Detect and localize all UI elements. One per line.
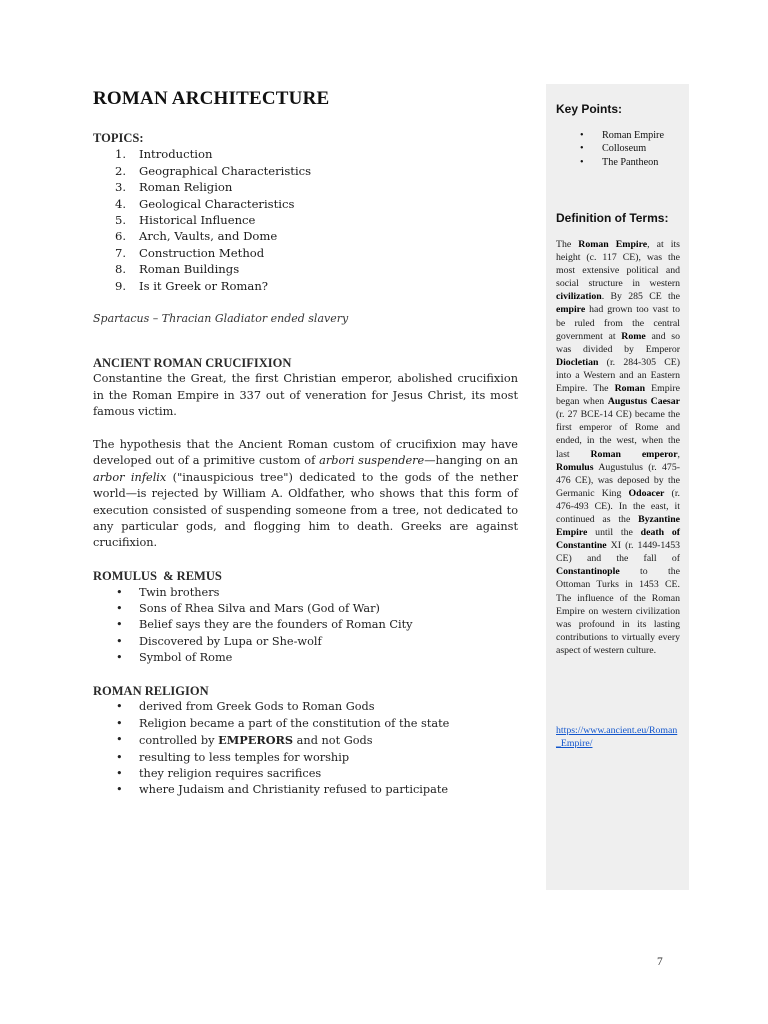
sidebar-panel <box>546 84 689 890</box>
main-content <box>93 88 518 799</box>
topic-item: 9. Is it Greek or Roman? <box>115 278 269 293</box>
list-item: • Symbol of Rome <box>116 650 518 666</box>
topic-item: 3. Roman Religion <box>115 180 233 195</box>
list-item: • where Judaism and Christianity refused to participate <box>116 782 518 798</box>
key-point-item: • The Pantheon <box>580 156 664 169</box>
key-point-item: • Colloseum <box>580 142 664 155</box>
list-item: • Sons of Rhea Silva and Mars (God of War) <box>116 601 518 617</box>
religion-list <box>93 699 518 798</box>
topic-item: 5. Historical Influence <box>115 213 256 228</box>
key-points-list <box>580 129 664 169</box>
definition-text: The Roman Empire, at its height (c. 117 CE), was the most extensive political and social structure in western civilization. By 285 CE the empire had grown too vast to be ruled from the central government at Rome and so was divided by Emperor Diocletian (r. 284-305 CE) into a Western and an Eastern Empire. The Roman Empire began when Augustus Caesar (r. 27 BCE-14 CE) became the first emperor of Rome and ended, in the west, when the last Roman emperor, Romulus Augustulus (r. 475-476 CE), was deposed by the Germanic King Odoacer (r. 476-493 CE). In the east, it continued as the Byzantine Empire until the death of Constantine XI (r. 1449-1453 CE) and the fall of Constantinople to the Ottoman Turks in 1453 CE. The influence of the Roman Empire on western civilization was profound in its lasting contributions to virtually every aspect of western culture. <box>556 239 680 656</box>
topics-heading: TOPICS: <box>93 131 144 145</box>
topic-item: 7. Construction Method <box>115 245 265 260</box>
source-link[interactable]: https://www.ancient.eu/Roman_Empire/ <box>556 725 678 750</box>
topic-item: 2. Geographical Characteristics <box>115 163 312 178</box>
page-number: 7 <box>657 956 663 968</box>
topic-item: 6. Arch, Vaults, and Dome <box>115 229 278 244</box>
key-points-heading: Key Points: <box>556 102 623 116</box>
definition-heading: Definition of Terms: <box>556 211 669 225</box>
romulus-list <box>93 585 518 667</box>
page-title: ROMAN ARCHITECTURE <box>93 88 330 109</box>
romulus-heading: ROMULUS & REMUS <box>93 569 222 584</box>
crucifixion-heading: ANCIENT ROMAN CRUCIFIXION <box>93 355 292 370</box>
list-item: • controlled by EMPERORS and not Gods <box>116 732 518 749</box>
topic-item: 1. Introduction <box>115 147 213 162</box>
list-item: • derived from Greek Gods to Roman Gods <box>116 699 518 715</box>
spartacus-note: Spartacus – Thracian Gladiator ended slavery <box>93 312 349 326</box>
crucifixion-paragraph-2: The hypothesis that the Ancient Roman custom of crucifixion may have developed out of a primitive custom of arbori suspendere—hanging on an arbor infelix ("inauspicious tree") dedicated to the gods of the nether world—is rejected by William A. Oldfather, who shows that this form of execution consisted of suspending someone from a tree, not dedicated to any particular gods, and flogging him to death. Greeks are against crucifixion. <box>93 437 518 550</box>
religion-heading: ROMAN RELIGION <box>93 683 209 698</box>
list-item: • resulting to less temples for worship <box>116 750 518 766</box>
list-item: • they religion requires sacrifices <box>116 766 518 782</box>
key-point-item: • Roman Empire <box>580 129 664 142</box>
list-item: • Discovered by Lupa or She-wolf <box>116 634 518 650</box>
topic-item: 8. Roman Buildings <box>115 262 240 277</box>
list-item: • Twin brothers <box>116 585 518 601</box>
list-item: • Belief says they are the founders of Roman City <box>116 617 518 633</box>
crucifixion-paragraph-1: Constantine the Great, the first Christian emperor, abolished crucifixion in the Roman Empire in 337 out of veneration for Jesus Christ, its most famous victim. <box>93 372 518 419</box>
topics-list <box>93 146 518 294</box>
topic-item: 4. Geological Characteristics <box>115 196 295 211</box>
list-item: • Religion became a part of the constitution of the state <box>116 716 518 732</box>
